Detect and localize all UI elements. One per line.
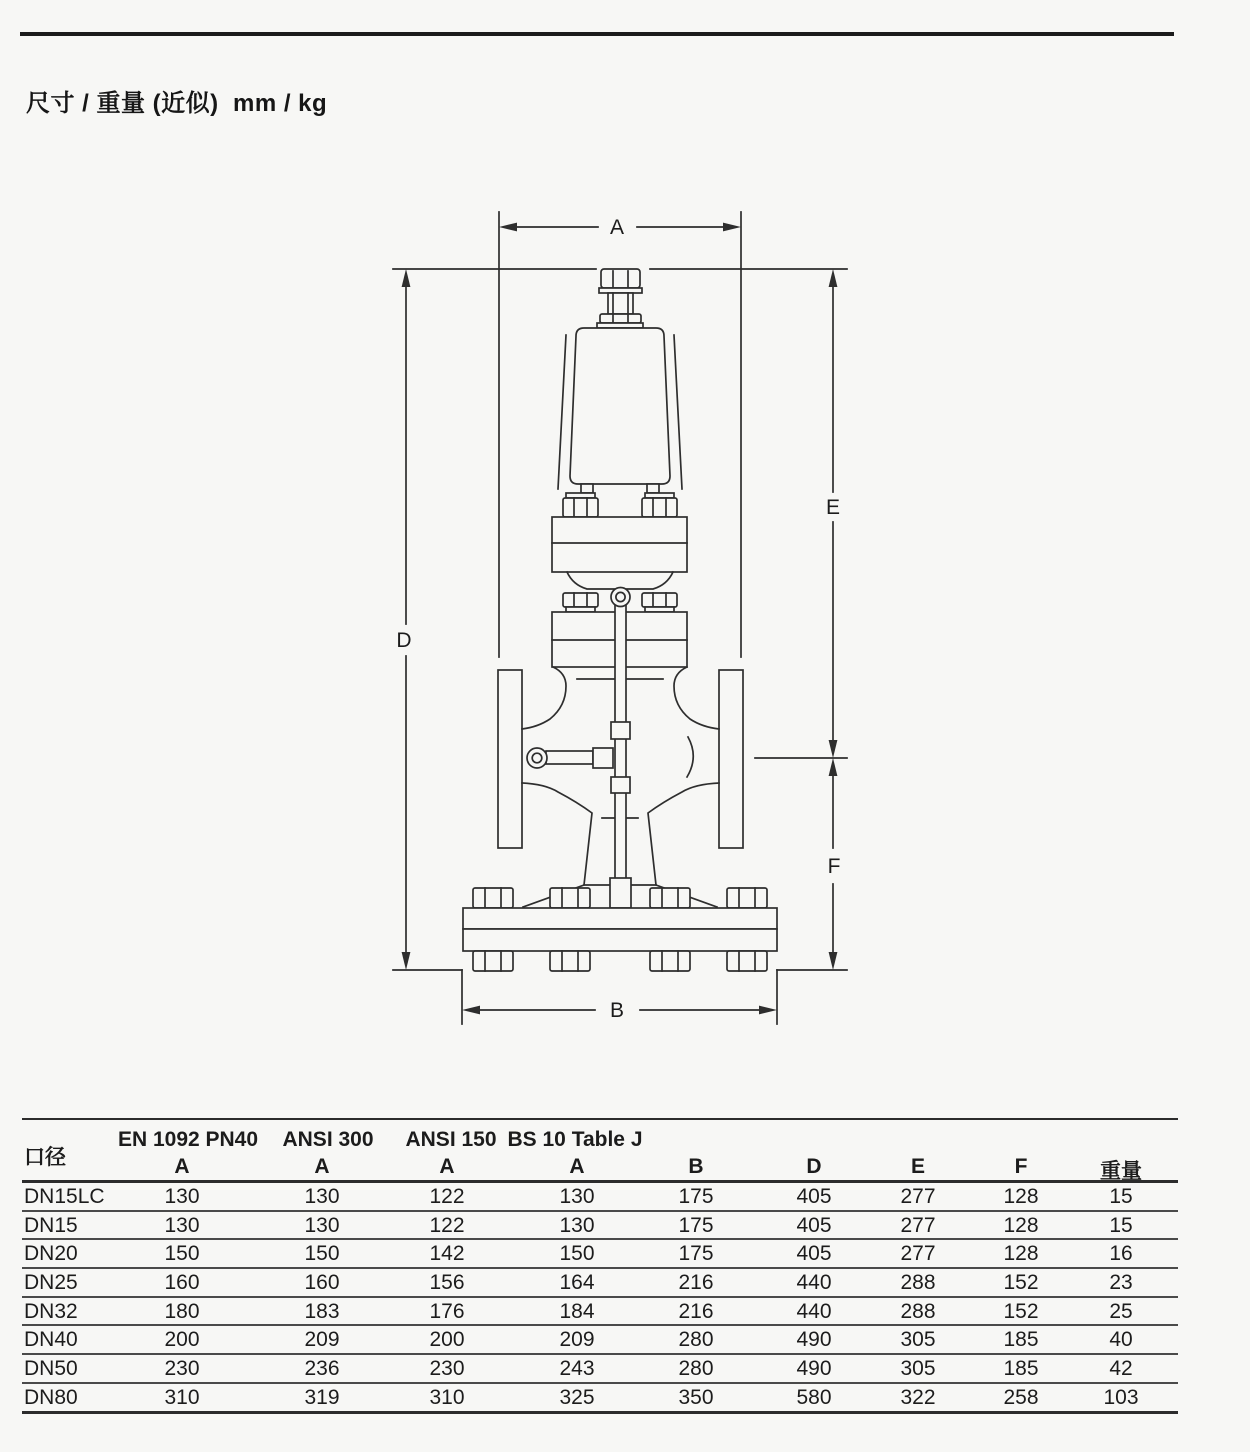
cell-value: 200 <box>429 1328 465 1352</box>
cell-value: 175 <box>678 1213 714 1237</box>
cell-value: 40 <box>1109 1328 1133 1352</box>
col-header-f: F <box>1014 1155 1028 1178</box>
cell-value: 200 <box>164 1328 200 1352</box>
pilot-flange-bolts <box>563 493 677 517</box>
dim-label-f: F <box>827 855 841 878</box>
col-header-b: B <box>688 1155 704 1178</box>
cell-value: 350 <box>678 1385 714 1409</box>
col-header-d: D <box>806 1155 822 1178</box>
outlet-flange <box>719 670 743 848</box>
dim-label-d: D <box>396 629 412 652</box>
cell-value: 405 <box>796 1185 832 1208</box>
table-row <box>22 1384 1178 1414</box>
cell-value: 243 <box>559 1357 595 1381</box>
row-size-label: DN15LC <box>24 1185 105 1208</box>
cell-value: 277 <box>900 1242 936 1266</box>
cell-value: 150 <box>559 1242 595 1266</box>
cell-value: 277 <box>900 1185 936 1208</box>
cell-value: 230 <box>164 1357 200 1381</box>
cell-value: 175 <box>678 1185 714 1208</box>
col-group-ansi150: ANSI 150 <box>405 1128 497 1151</box>
cell-value: 180 <box>164 1299 200 1323</box>
cell-value: 25 <box>1109 1299 1133 1323</box>
cell-value: 440 <box>796 1271 832 1295</box>
cell-value: 128 <box>1003 1185 1039 1208</box>
pilot-stem-eye <box>611 588 630 607</box>
cell-value: 280 <box>678 1328 714 1352</box>
cell-value: 103 <box>1103 1385 1139 1409</box>
row-size-label: DN50 <box>24 1357 78 1381</box>
cell-value: 236 <box>304 1357 340 1381</box>
inlet-flange <box>498 670 522 848</box>
cell-value: 175 <box>678 1242 714 1266</box>
cell-value: 160 <box>164 1271 200 1295</box>
cell-value: 325 <box>559 1385 595 1409</box>
adjustment-screw <box>597 269 643 328</box>
table-row <box>22 1298 1178 1327</box>
cell-value: 440 <box>796 1299 832 1323</box>
dim-label-b: B <box>609 999 625 1022</box>
table-row <box>22 1212 1178 1241</box>
cell-value: 322 <box>900 1385 936 1409</box>
cell-value: 42 <box>1109 1357 1133 1381</box>
cell-value: 15 <box>1109 1213 1133 1237</box>
cell-value: 580 <box>796 1385 832 1409</box>
cell-value: 15 <box>1109 1185 1133 1208</box>
cell-value: 305 <box>900 1357 936 1381</box>
cell-value: 490 <box>796 1357 832 1381</box>
col-header-a1: A <box>174 1155 190 1178</box>
cell-value: 130 <box>304 1213 340 1237</box>
row-size-label: DN20 <box>24 1242 78 1266</box>
cell-value: 150 <box>164 1242 200 1266</box>
table-row <box>22 1355 1178 1384</box>
row-size-label: DN32 <box>24 1299 78 1323</box>
cell-value: 152 <box>1003 1299 1039 1323</box>
dimensions-table-body <box>22 1183 1178 1414</box>
table-row <box>22 1240 1178 1269</box>
table-row <box>22 1183 1178 1212</box>
col-header-size: 口径 <box>24 1146 66 1169</box>
cell-value: 150 <box>304 1242 340 1266</box>
table-row <box>22 1326 1178 1355</box>
col-group-en1092-pn40: EN 1092 PN40 <box>117 1128 259 1151</box>
dim-label-e: E <box>825 496 841 519</box>
cell-value: 305 <box>900 1328 936 1352</box>
cell-value: 280 <box>678 1357 714 1381</box>
cell-value: 230 <box>429 1357 465 1381</box>
cell-value: 16 <box>1109 1242 1133 1266</box>
cell-value: 490 <box>796 1328 832 1352</box>
cell-value: 23 <box>1109 1271 1133 1295</box>
cell-value: 184 <box>559 1299 595 1323</box>
cell-value: 130 <box>559 1185 595 1208</box>
cell-value: 156 <box>429 1271 465 1295</box>
cell-value: 122 <box>429 1185 465 1208</box>
cell-value: 130 <box>164 1185 200 1208</box>
page-title: 尺寸 / 重量 (近似) mm / kg <box>26 90 328 117</box>
cell-value: 185 <box>1003 1328 1039 1352</box>
cell-value: 130 <box>559 1213 595 1237</box>
cell-value: 277 <box>900 1213 936 1237</box>
cell-value: 130 <box>304 1185 340 1208</box>
sensing-line <box>527 748 613 768</box>
cell-value: 164 <box>559 1271 595 1295</box>
row-size-label: DN25 <box>24 1271 78 1295</box>
cell-value: 130 <box>164 1213 200 1237</box>
cell-value: 310 <box>164 1385 200 1409</box>
cell-value: 310 <box>429 1385 465 1409</box>
table-row <box>22 1269 1178 1298</box>
pilot-flange <box>552 517 687 589</box>
cell-value: 209 <box>559 1328 595 1352</box>
cell-value: 176 <box>429 1299 465 1323</box>
cell-value: 405 <box>796 1213 832 1237</box>
valve <box>463 269 777 971</box>
cell-value: 288 <box>900 1299 936 1323</box>
col-header-a2: A <box>314 1155 330 1178</box>
row-size-label: DN40 <box>24 1328 78 1352</box>
cell-value: 258 <box>1003 1385 1039 1409</box>
dim-label-a: A <box>609 216 625 239</box>
cell-value: 160 <box>304 1271 340 1295</box>
row-size-label: DN15 <box>24 1213 78 1237</box>
cell-value: 183 <box>304 1299 340 1323</box>
table-header <box>22 1118 1178 1183</box>
cell-value: 128 <box>1003 1242 1039 1266</box>
cell-value: 122 <box>429 1213 465 1237</box>
cell-value: 216 <box>678 1299 714 1323</box>
cell-value: 216 <box>678 1271 714 1295</box>
cell-value: 152 <box>1003 1271 1039 1295</box>
col-group-bs10-table-j: BS 10 Table J <box>507 1128 643 1151</box>
cell-value: 209 <box>304 1328 340 1352</box>
col-group-ansi300: ANSI 300 <box>282 1128 374 1151</box>
col-header-weight: 重量 <box>1100 1160 1142 1183</box>
row-size-label: DN80 <box>24 1385 78 1409</box>
col-header-e: E <box>910 1155 926 1178</box>
cell-value: 288 <box>900 1271 936 1295</box>
spring-housing <box>558 328 682 493</box>
cell-value: 185 <box>1003 1357 1039 1381</box>
cell-value: 319 <box>304 1385 340 1409</box>
dimensions-table <box>22 1118 1178 1414</box>
cell-value: 142 <box>429 1242 465 1266</box>
col-header-a4: A <box>569 1155 585 1178</box>
cell-value: 405 <box>796 1242 832 1266</box>
cell-value: 128 <box>1003 1213 1039 1237</box>
col-header-a3: A <box>439 1155 455 1178</box>
